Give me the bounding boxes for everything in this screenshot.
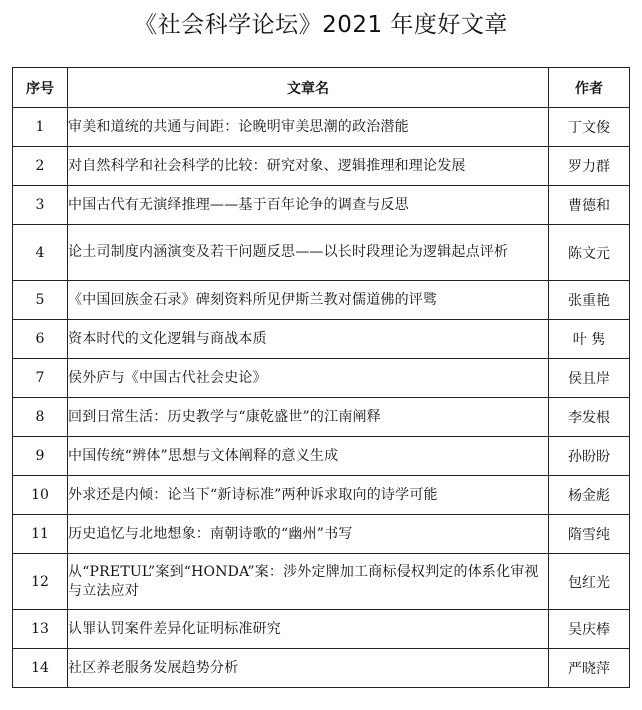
article-title: 对自然科学和社会科学的比较：研究对象、逻辑推理和理论发展 xyxy=(68,147,549,186)
table-row xyxy=(13,320,630,359)
table-row xyxy=(13,281,630,320)
author-name: 李发根 xyxy=(549,398,630,437)
author-name: 张重艳 xyxy=(549,281,630,320)
row-number: 14 xyxy=(13,649,68,688)
author-name: 丁文俊 xyxy=(549,108,630,147)
article-title: 认罪认罚案件差异化证明标准研究 xyxy=(68,610,549,649)
table-header-row xyxy=(13,68,630,108)
article-title: 中国古代有无演绎推理——基于百年论争的调查与反思 xyxy=(68,186,549,225)
author-name: 侯且岸 xyxy=(549,359,630,398)
table-row xyxy=(13,108,630,147)
row-number: 10 xyxy=(13,476,68,515)
header-author: 作者 xyxy=(549,68,630,108)
table-row xyxy=(13,649,630,688)
row-number: 6 xyxy=(13,320,68,359)
row-number: 12 xyxy=(13,554,68,610)
table-row xyxy=(13,515,630,554)
author-name: 包红光 xyxy=(549,554,630,610)
author-name: 隋雪纯 xyxy=(549,515,630,554)
article-title: 资本时代的文化逻辑与商战本质 xyxy=(68,320,549,359)
article-title: 侯外庐与《中国古代社会史论》 xyxy=(68,359,549,398)
table-row xyxy=(13,398,630,437)
article-title: 回到日常生活：历史教学与“康乾盛世”的江南阐释 xyxy=(68,398,549,437)
article-title: 中国传统“辨体”思想与文体阐释的意义生成 xyxy=(68,437,549,476)
article-title: 外求还是内倾：论当下“新诗标准”两种诉求取向的诗学可能 xyxy=(68,476,549,515)
row-number: 5 xyxy=(13,281,68,320)
articles-table xyxy=(12,67,630,688)
header-number: 序号 xyxy=(13,68,68,108)
author-name: 孙盼盼 xyxy=(549,437,630,476)
author-name: 杨金彪 xyxy=(549,476,630,515)
table-row xyxy=(13,610,630,649)
author-name: 叶 隽 xyxy=(549,320,630,359)
page-title: 《社会科学论坛》2021 年度好文章 xyxy=(134,12,508,38)
author-name: 吴庆棒 xyxy=(549,610,630,649)
article-title: 从“PRETUL”案到“HONDA”案：涉外定牌加工商标侵权判定的体系化审视与立法应对 xyxy=(68,554,549,610)
table-row xyxy=(13,554,630,610)
row-number: 8 xyxy=(13,398,68,437)
article-title: 审美和道统的共通与间距：论晚明审美思潮的政治潜能 xyxy=(68,108,549,147)
row-number: 3 xyxy=(13,186,68,225)
row-number: 11 xyxy=(13,515,68,554)
article-title: 历史追忆与北地想象：南朝诗歌的“幽州”书写 xyxy=(68,515,549,554)
table-row xyxy=(13,476,630,515)
row-number: 9 xyxy=(13,437,68,476)
row-number: 7 xyxy=(13,359,68,398)
table-row xyxy=(13,437,630,476)
row-number: 4 xyxy=(13,225,68,281)
author-name: 严晓萍 xyxy=(549,649,630,688)
article-title: 社区养老服务发展趋势分析 xyxy=(68,649,549,688)
row-number: 1 xyxy=(13,108,68,147)
author-name: 曹德和 xyxy=(549,186,630,225)
article-title: 论土司制度内涵演变及若干问题反思——以长时段理论为逻辑起点评析 xyxy=(68,225,549,281)
table-row xyxy=(13,147,630,186)
author-name: 陈文元 xyxy=(549,225,630,281)
table-row xyxy=(13,225,630,281)
table-row xyxy=(13,359,630,398)
table-row xyxy=(13,186,630,225)
author-name: 罗力群 xyxy=(549,147,630,186)
header-article: 文章名 xyxy=(68,68,549,108)
article-title: 《中国回族金石录》碑刻资料所见伊斯兰教对儒道佛的评骘 xyxy=(68,281,549,320)
row-number: 2 xyxy=(13,147,68,186)
row-number: 13 xyxy=(13,610,68,649)
